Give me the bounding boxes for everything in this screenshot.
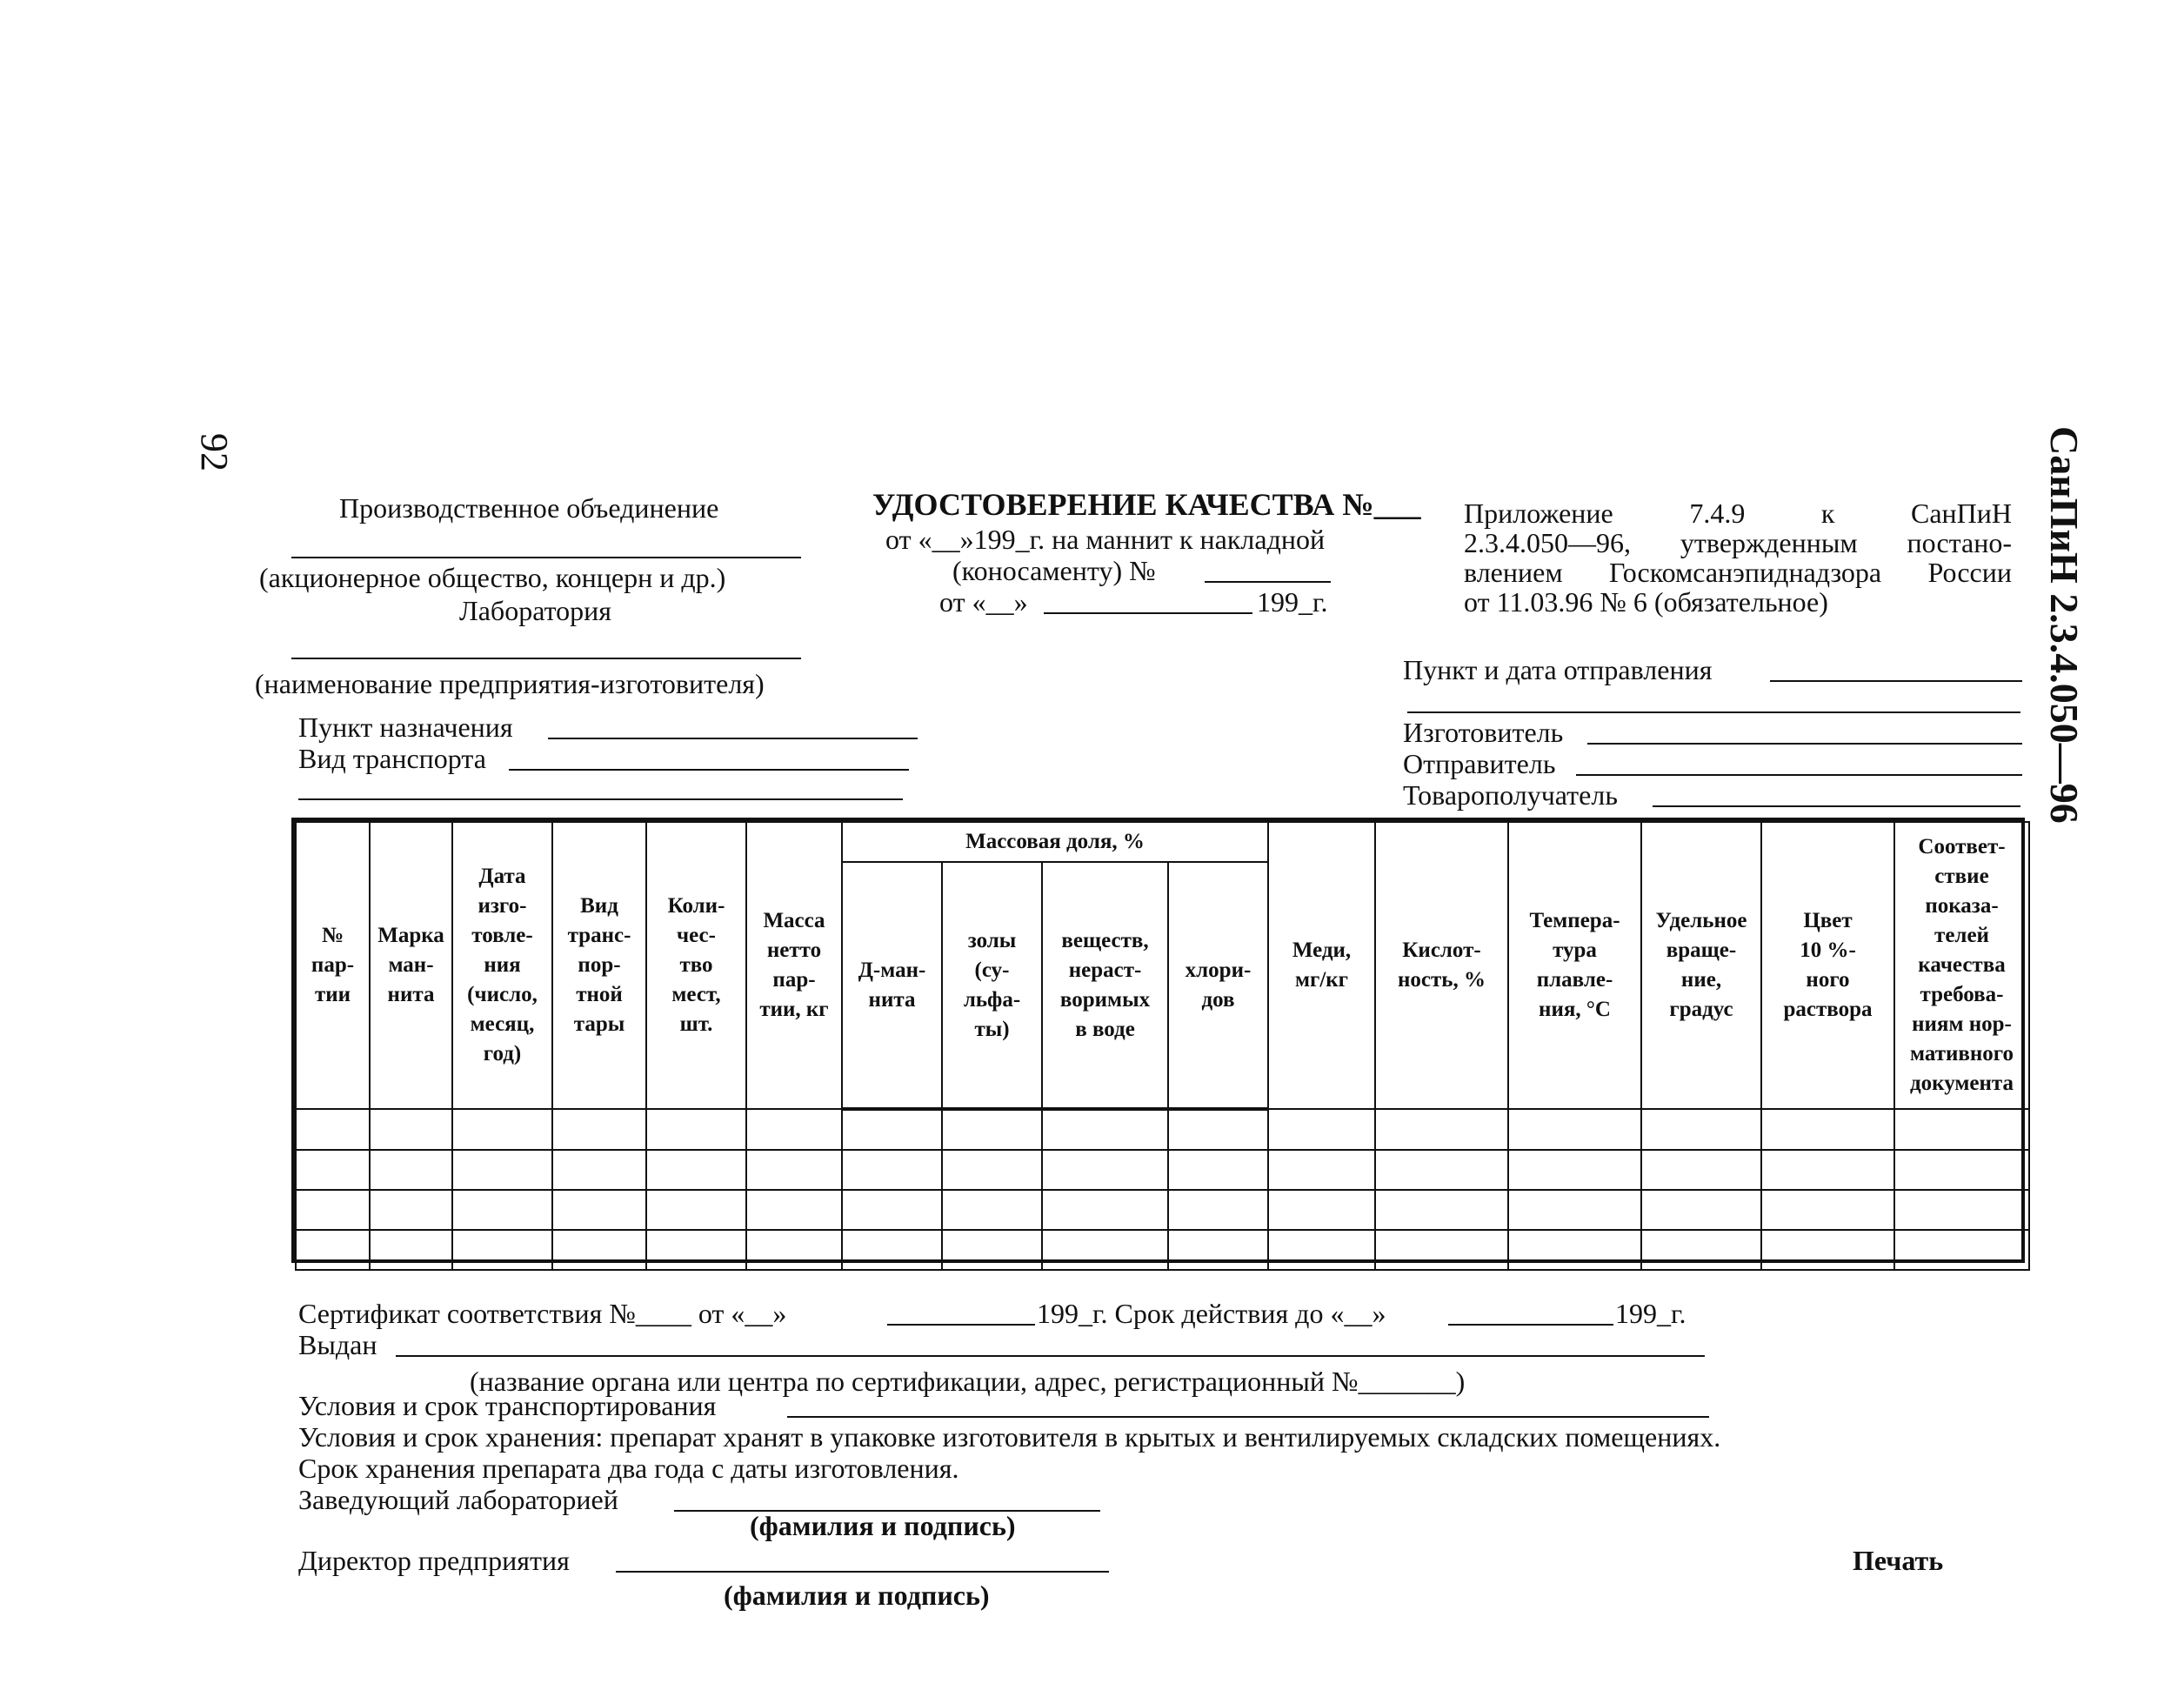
cert-conformity-1: Сертификат соответствия №____ от «__»	[298, 1298, 787, 1329]
dispatch-label: Пункт и дата отправления	[1403, 654, 1713, 685]
stamp-label: Печать	[1853, 1545, 1944, 1576]
col-group-mass-fraction: Массовая доля, %	[842, 822, 1268, 862]
table-row	[296, 1150, 2029, 1190]
col-ash: золы (су- льфа- ты)	[942, 862, 1042, 1109]
manufacturer-note: (наименование предприятия-изготовителя)	[255, 668, 765, 699]
manufacturer-line	[1587, 743, 2022, 745]
org-label: Производственное объединение	[339, 492, 719, 524]
lab-label: Лаборатория	[459, 595, 611, 626]
destination-line	[548, 738, 918, 739]
col-mannitol-grade: Марка ман- нита	[370, 822, 452, 1109]
org-line	[291, 557, 801, 558]
cert-line4-suffix: 199_г.	[1257, 586, 1328, 618]
table-row	[296, 1230, 2029, 1270]
waybill-number-line	[1205, 581, 1331, 583]
storage-conditions: Условия и срок хранения: препарат хранят в упаковке изготовителя в крытых и вентилируемых складских помещениях.	[298, 1421, 1721, 1453]
lab-head-sign-note: (фамилия и подпись)	[750, 1510, 1016, 1541]
cert-date-line	[1044, 612, 1252, 614]
manufacturer-label: Изготовитель	[1403, 717, 1564, 748]
col-places-count: Коли- чес- тво мест, шт.	[646, 822, 746, 1109]
col-package-type: Вид транс- пор- тной тары	[552, 822, 646, 1109]
col-acidity: Кислот- ность, %	[1375, 822, 1508, 1109]
lab-head-label: Заведующий лабораторией	[298, 1484, 618, 1515]
col-melting-point: Темпера- тура плавле- ния, °С	[1508, 822, 1641, 1109]
quality-table	[291, 818, 2025, 1263]
col-manufacture-date: Дата изго- товле- ния (число, месяц, год)	[452, 822, 552, 1109]
transport-line	[509, 769, 909, 771]
recipient-label: Товарополучатель	[1403, 779, 1618, 811]
cert-date-from-line	[887, 1324, 1035, 1326]
cert-line4-prefix: от «__»	[939, 586, 1028, 618]
certificate-title: УДОСТОВЕРЕНИЕ КАЧЕСТВА №___	[872, 487, 1421, 522]
extra-line	[298, 798, 903, 800]
issued-label: Выдан	[298, 1329, 377, 1360]
director-sign-note: (фамилия и подпись)	[724, 1580, 990, 1611]
director-label: Директор предприятия	[298, 1545, 570, 1576]
cert-valid-line	[1448, 1324, 1613, 1326]
table-row	[296, 1109, 2029, 1150]
transport-conditions-line	[787, 1416, 1709, 1418]
col-color: Цвет 10 %- ного раствора	[1761, 822, 1894, 1109]
appendix-line-2: 2.3.4.050—96, утвержденным постано-	[1464, 527, 2012, 558]
issued-note: (название органа или центра по сертификации, адрес, регистрационный №_______)	[470, 1366, 1466, 1397]
sender-line	[1576, 774, 2022, 776]
dispatch-line	[1770, 680, 2022, 682]
appendix-line-4: от 11.03.96 № 6 (обязательное)	[1464, 586, 1828, 618]
col-copper: Меди, мг/кг	[1268, 822, 1375, 1109]
recipient-line	[1653, 805, 2020, 807]
cert-conformity-2: 199_г. Срок действия до «__»	[1037, 1298, 1386, 1329]
org-note: (акционерное общество, концерн и др.)	[259, 562, 726, 593]
cert-line2: от «__»199_г. на маннит к накладной	[885, 524, 1326, 555]
cert-conformity-3: 199_г.	[1615, 1298, 1686, 1329]
document-side-title: СанПиН 2.3.4.050—96	[2042, 426, 2087, 824]
col-insoluble: веществ, нераст- воримых в воде	[1042, 862, 1168, 1109]
issued-line	[396, 1355, 1705, 1357]
page-number: 92	[193, 433, 236, 471]
destination-label: Пункт назначения	[298, 711, 513, 743]
dispatch-extra-line	[1407, 711, 2020, 713]
col-net-mass: Масса нетто пар- тии, кг	[746, 822, 842, 1109]
shelf-life: Срок хранения препарата два года с даты изготовления.	[298, 1453, 959, 1484]
transport-label: Вид транспорта	[298, 743, 486, 774]
table-row	[296, 1190, 2029, 1230]
col-d-mannitol: Д-ман- нита	[842, 862, 942, 1109]
director-signature-line	[616, 1571, 1109, 1573]
cert-line3: (коносаменту) №	[952, 555, 1156, 586]
appendix-line-3: влением Госкомсанэпиднадзора России	[1464, 557, 2012, 588]
col-specific-rotation: Удельное враще- ние, градус	[1641, 822, 1761, 1109]
col-batch-number: № пар- тии	[296, 822, 370, 1109]
appendix-line-1: Приложение 7.4.9 к СанПиН	[1464, 498, 2012, 529]
col-chlorides: хлори- дов	[1168, 862, 1268, 1109]
lab-line	[291, 658, 801, 659]
col-compliance: Соответ- ствие показа- телей качества требова- ниям нор- мативного документа	[1894, 822, 2029, 1109]
sender-label: Отправитель	[1403, 748, 1556, 779]
transport-conditions-label: Условия и срок транспортирования	[298, 1390, 717, 1421]
